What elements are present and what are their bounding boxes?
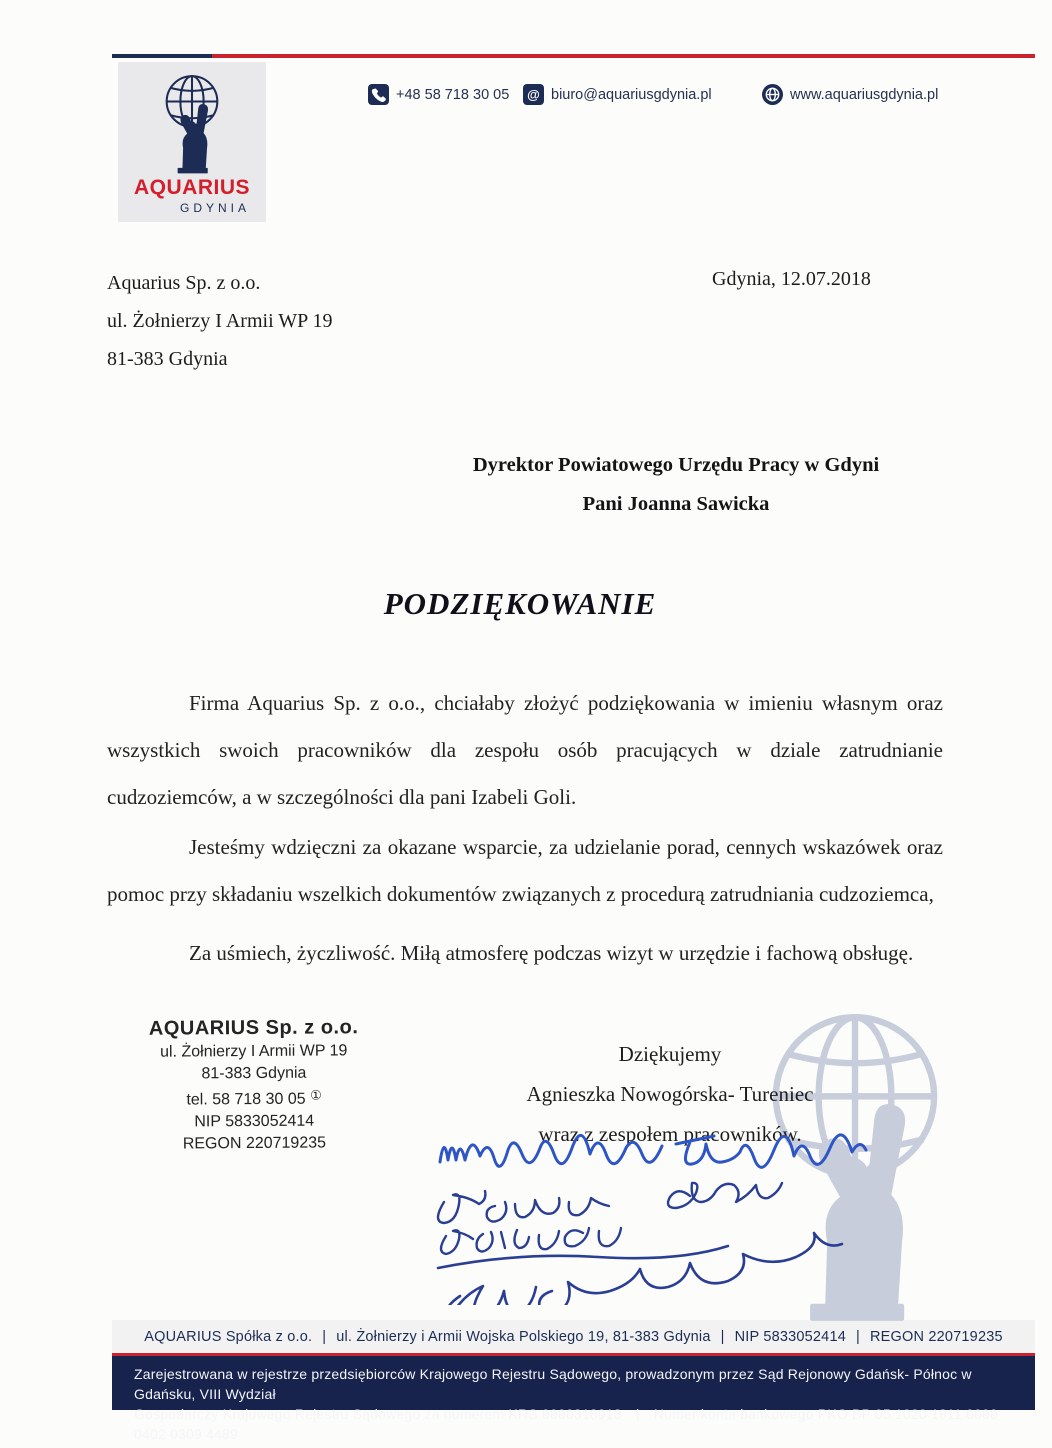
footer-legal-line-2 (134, 1404, 1013, 1444)
signature-ink (428, 1120, 878, 1305)
globe-icon (762, 84, 783, 105)
stamp-company: AQUARIUS Sp. z o.o. (148, 1016, 359, 1040)
signature-2 (438, 1183, 782, 1223)
signature-4 (438, 1233, 842, 1305)
stamp-regon: REGON 220719235 (182, 1134, 327, 1153)
closing-team: wraz z zespołem pracowników. (538, 1122, 802, 1146)
email-icon (523, 84, 544, 105)
sender-line-2: ul. Żołnierzy I Armii WP 19 (107, 310, 333, 332)
paragraph-2-text: Jesteśmy wdzięczni za okazane wsparcie, za udzielanie porad, cennych wskazówek oraz pomoc przy składaniu wszelkich dokumentów związanych z procedurą zatrudniania cudzoziemca, (107, 835, 943, 906)
stamp-address-2: 81-383 Gdynia (201, 1064, 307, 1083)
signature-3 (441, 1228, 621, 1254)
sender-line-3: 81-383 Gdynia (107, 348, 228, 370)
document-title: PODZIĘKOWANIE (383, 586, 657, 621)
footer-separator: | (635, 1406, 640, 1422)
contact-email-text: biuro@aquariusgdynia.pl (551, 86, 712, 103)
company-stamp (128, 1015, 381, 1156)
footer-company: AQUARIUS Spółka z o.o. (144, 1328, 313, 1345)
footer-separator: | (322, 1328, 327, 1345)
sender-address-block (107, 264, 333, 378)
footer-regon: REGON 220719235 (869, 1328, 1003, 1345)
header-rule-red (212, 54, 1035, 58)
logo-brand-text: AQUARIUS (133, 176, 250, 199)
paragraph-1-text: Firma Aquarius Sp. z o.o., chciałaby złożyć podziękowania w imieniu własnym oraz wszystkich swoich pracowników dla zespołu osób pracujących w dziale zatrudnianie cudzoziemców, a w szczególności dla pani Izabeli Goli. (107, 691, 943, 809)
dateline: Gdynia, 12.07.2018 (712, 268, 871, 290)
footer-legal-bar (112, 1353, 1035, 1442)
paragraph-3 (107, 930, 943, 977)
recipient-block (420, 446, 932, 524)
closing-name: Agnieszka Nowogórska- Tureniec (526, 1082, 814, 1106)
contact-email (523, 84, 712, 105)
stamp-nip: NIP 5833052414 (194, 1112, 315, 1131)
phone-icon (368, 84, 389, 105)
footer-legal-line-1: Zarejestrowana w rejestrze przedsiębiorców Krajowego Rejestru Sądowego, prowadzonym przez Sąd Rejonowy Gdańsk- Północ w Gdańsku, VIII Wydział (134, 1366, 972, 1402)
company-logo (118, 62, 266, 222)
signature-1 (440, 1135, 866, 1167)
footer-bank-account: Numer konta bankowego PKO BP 05 1020 1811 0000 0402 0309 4489 (134, 1406, 998, 1442)
contact-phone (368, 84, 509, 105)
stamp-address-1: ul. Żołnierzy I Armii WP 19 (160, 1042, 348, 1061)
atlas-globe-icon (149, 70, 235, 174)
footer-krs: Gospodarczy Krajowego Rejestru Sądowego za numerem KRS 0000318913 (134, 1406, 622, 1422)
paragraph-2 (107, 824, 943, 918)
stamp-phone (128, 1084, 380, 1112)
footer-info-bar (112, 1320, 1035, 1353)
footer-address: ul. Żołnierzy i Armii Wojska Polskiego 19, 81-383 Gdynia (336, 1328, 711, 1345)
contact-website-text: www.aquariusgdynia.pl (790, 86, 939, 103)
recipient-title: Dyrektor Powiatowego Urzędu Pracy w Gdyni (472, 454, 880, 476)
sender-line-1: Aquarius Sp. z o.o. (107, 272, 261, 294)
logo-city-text: GDYNIA (179, 201, 250, 215)
paragraph-3-text: Za uśmiech, życzliwość. Miłą atmosferę podczas wizyt w urzędzie i fachową obsługę. (189, 941, 914, 965)
contact-website (762, 84, 938, 105)
footer-separator: | (855, 1328, 860, 1345)
closing-thanks: Dziękujemy (618, 1042, 722, 1066)
svg-text:@: @ (527, 87, 540, 102)
footer-separator: | (720, 1328, 725, 1345)
paragraph-1 (107, 680, 943, 821)
contact-phone-text: +48 58 718 30 05 (396, 86, 510, 103)
footer-nip: NIP 5833052414 (734, 1328, 846, 1345)
header-rule-navy (112, 54, 212, 58)
stamp-phone-text: tel. 58 718 30 05 (186, 1090, 306, 1109)
recipient-name: Pani Joanna Sawicka (582, 493, 770, 515)
stamp-circled-mark: ① (310, 1087, 322, 1103)
